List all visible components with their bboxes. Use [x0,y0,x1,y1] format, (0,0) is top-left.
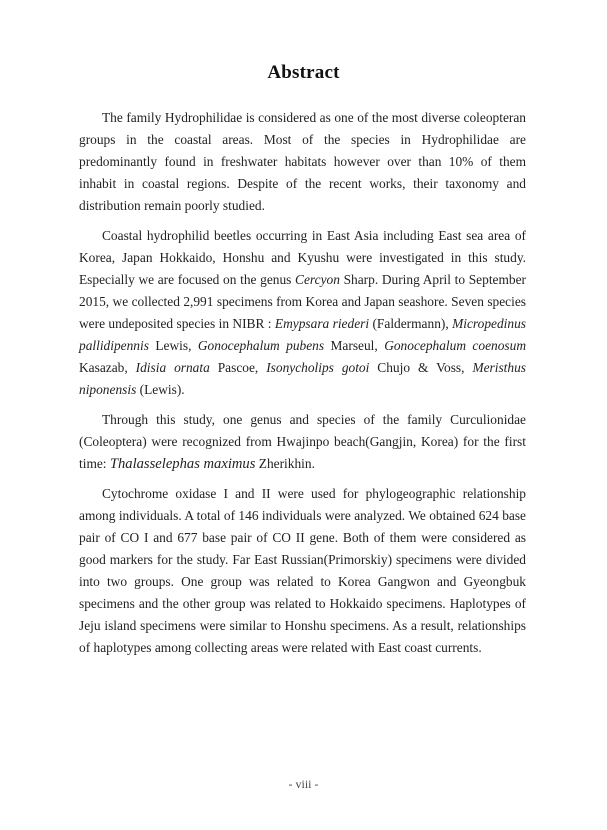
species-name-4: Gonocephalum coenosum [384,338,526,353]
paragraph-2-text-1: Coastal hydrophilid beetles occurring in East Asia including East sea area of Korea, Japan Hokkaido, Honshu and Kyushu were investigated in this study. Especially we are focused on the genus [79,228,526,287]
genus-name: Cercyon [295,272,340,287]
species-name-5: Idisia ornata [135,360,210,375]
page-number: - viii - [288,777,319,791]
paragraph-2-text-2: Sharp. During April to September 2015, we collected 2,991 specimens from Korea and Japan seashore. Seven species were undeposited species in NIBR : [79,272,526,331]
species-name-1: Emypsara riederi [274,316,370,331]
species-author-7: (Lewis). [136,382,185,397]
paragraph-3-text-1: Through this study, one genus and species of the family Curculionidae (Coleoptera) were recognized from Hwajinpo beach(Gangjin, Korea) for the first time: [79,412,526,471]
species-author-4: Kasazab, [79,360,136,375]
paragraph-1: The family Hydrophilidae is considered as one of the most diverse coleopteran groups in the coastal areas. Most of the species in Hydrophilidae are predominantly found in freshwater habitats however over than 10% of them inhabit in coastal regions. Despite of the recent works, their taxonomy and distribution remain poorly studied. [79,110,526,213]
curculionid-species-name: Thalasselephas maximus [109,456,256,472]
species-name-6: Isonycholips gotoi [266,360,370,375]
page-title: Abstract [267,62,340,83]
species-name-7: Meristhus niponensis [79,360,527,397]
species-author-6: Chujo & Voss, [369,360,473,375]
species-author-2: Lewis, [148,338,198,353]
paragraph-4: Cytochrome oxidase I and II were used for phylogeographic relationship among individuals. A total of 146 individuals were analyzed. We obtained 624 base pair of CO I and 677 base pair of CO II gene. Both of them were considered as good markers for the study. Far East Russian(Primorskiy) specimens were divided into two groups. One group was related to Korea Gangwon and Gyeongbuk specimens and the other group was related to Hokkaido specimens. Haplotypes of Jeju island specimens were similar to Honshu specimens. As a result, relationships of haplotypes among collecting areas were related with East coast currents. [79,486,526,655]
species-author-1: (Faldermann), [369,316,453,331]
abstract-body [79,107,526,667]
paragraph-3-text-2: Zherikhin. [255,456,315,471]
species-author-3: Marseul, [324,338,385,353]
paragraph-3 [79,409,526,475]
species-author-5: Pascoe, [209,360,267,375]
paragraph-2 [79,225,526,401]
species-name-3: Gonocephalum pubens [197,338,325,353]
species-name-2: Micropedinus pallidipennis [79,316,526,353]
